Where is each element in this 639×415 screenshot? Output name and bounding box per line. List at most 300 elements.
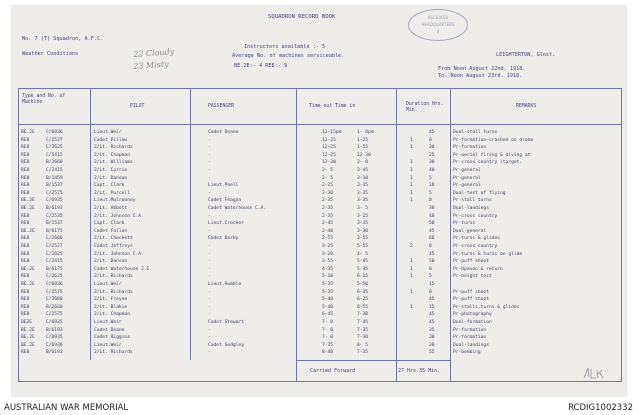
table-row	[12, 221, 626, 228]
cell-passenger: Lieut.Humble	[208, 282, 242, 287]
cell-no: C/2575	[46, 289, 63, 295]
cell-pilot: Cadet Riggins	[94, 335, 130, 341]
cell-min: 15	[429, 304, 435, 310]
cell-passenger: -	[208, 312, 211, 318]
cell-in: 12-30	[357, 152, 371, 158]
cell-pilot: 2/Lt. Richards	[94, 145, 133, 151]
stamp-text-mid: HEADQUARTERS	[421, 22, 455, 27]
cell-min: 45	[429, 320, 435, 325]
cell-no: C/2527	[46, 137, 63, 143]
cell-remarks: Pr-turns	[453, 221, 476, 227]
cell-pilot: Lieut.Weir	[94, 130, 122, 135]
cell-remarks: Pr-Upavon & return	[453, 266, 503, 272]
instructors-available: Instructors available :- 5	[244, 44, 326, 50]
cell-min: 50	[429, 221, 435, 227]
cell-type: RE8	[21, 160, 30, 166]
table-bottom-rule	[18, 381, 622, 382]
cell-remarks: Pr-general	[453, 175, 481, 181]
cell-type: RE8	[21, 137, 30, 143]
cell-in: 7-35	[357, 327, 369, 333]
cell-passenger: -	[208, 228, 211, 234]
cell-pilot: 2/Lt. Richards	[94, 289, 133, 295]
cell-min: 45	[429, 312, 435, 318]
cell-pilot: Cadet Deane	[94, 327, 125, 333]
table-row	[12, 168, 626, 175]
cell-pilot: 2/Lt. Johnson C.A.	[94, 251, 144, 257]
cell-in: 3-15	[357, 213, 369, 219]
table-header-rule	[18, 124, 622, 125]
cell-type: RE8	[21, 213, 30, 219]
cell-no: C/2625	[46, 251, 63, 257]
table-row	[12, 290, 626, 297]
cell-remarks: Dual-stall turns	[453, 130, 498, 135]
cell-type: RE8	[21, 145, 30, 151]
cell-type: BE.2E	[21, 228, 35, 234]
cell-min: 15	[429, 282, 435, 287]
cell-pilot: 2/Lt. Blakie	[94, 304, 128, 310]
cell-min: 0	[429, 266, 432, 272]
cell-type: BE.2E	[21, 266, 35, 272]
cell-in: 5-55	[357, 244, 369, 249]
cell-out: 2-35	[322, 198, 334, 204]
cell-remarks: Pr-bombing	[453, 350, 481, 356]
cell-remarks: Pr-formation	[453, 335, 487, 341]
signature-scribble	[582, 366, 606, 380]
cell-passenger: Cadet Sedgley	[208, 342, 244, 348]
cell-pilot: Capt. Clark	[94, 221, 125, 227]
cell-in: 7-45	[357, 320, 369, 325]
cell-no: C/2660	[46, 297, 63, 303]
cell-in: 8- 5	[357, 342, 369, 348]
cell-out: 5-35	[322, 282, 334, 287]
cell-out: 5-40	[322, 297, 334, 303]
cell-min: 40	[429, 168, 435, 173]
table-row	[12, 335, 626, 342]
cell-passenger: -	[208, 168, 211, 173]
cell-min: 5	[429, 175, 432, 181]
cell-passenger: -	[208, 244, 211, 249]
cell-passenger: -	[208, 327, 211, 333]
cell-passenger: -	[208, 266, 211, 272]
cell-in: 3-35	[357, 221, 369, 227]
cell-in: 3-30	[357, 228, 369, 234]
cell-hrs: 1	[410, 274, 413, 280]
carried-forward-total: 27 Hrs.35 Min.	[398, 368, 441, 374]
location: LEIGHTERTON, Glost.	[496, 52, 556, 58]
table-row	[12, 252, 626, 259]
squadron-name: No. 7 (T) Squadron, A.F.C.	[22, 36, 104, 42]
cell-hrs: 1	[410, 259, 413, 265]
stamp-text-top: RECEIVED	[427, 15, 449, 20]
cell-in: 3-45	[357, 168, 369, 173]
cell-out: 2-45	[322, 221, 334, 227]
cell-remarks: Pr-height test	[453, 274, 492, 280]
table-row	[12, 244, 626, 251]
cell-passenger: -	[208, 297, 211, 303]
cell-min: 60	[429, 236, 435, 242]
cell-type: BE.2E	[21, 327, 35, 333]
cell-passenger: -	[208, 152, 211, 158]
cell-remarks: Pr-formation	[453, 327, 487, 333]
col-header-type: Type and No. of Machine	[22, 94, 66, 105]
cell-hrs: 2	[410, 244, 413, 249]
cell-no: C/6935	[46, 320, 63, 325]
cell-no: C/2660	[46, 236, 63, 242]
cell-in: 4- 5	[357, 251, 369, 257]
col-header-passenger: PASSENGER	[208, 104, 234, 109]
cell-no: C/2575	[46, 190, 63, 196]
cell-hrs: 1	[410, 175, 413, 181]
cell-passenger: -	[208, 175, 211, 181]
cell-out: 2-35	[322, 206, 334, 211]
cell-out: 12-15pm	[322, 130, 342, 135]
table-row	[12, 297, 626, 304]
cell-no: C/2415	[46, 259, 63, 265]
cell-type: BE.2E	[21, 335, 35, 341]
cell-pilot: Lieut.Mulrooney	[94, 198, 136, 204]
cell-no: B/1537	[46, 183, 63, 189]
cell-out: 7- 0	[322, 320, 334, 325]
table-row	[12, 236, 626, 243]
cell-pilot: Cadet Fallon	[94, 228, 128, 234]
cell-min: 5	[429, 274, 432, 280]
cell-type: RE8	[21, 304, 30, 310]
cell-no: B/6193	[46, 206, 63, 211]
cell-type: RE8	[21, 297, 30, 303]
cell-pilot: 2/Lt. Purcell	[94, 190, 130, 196]
cell-passenger: -	[208, 289, 211, 295]
cell-pilot: Capt. Clark	[94, 183, 125, 189]
table-row	[12, 206, 626, 213]
table-row	[12, 130, 626, 137]
cell-remarks: Pr-formation	[453, 145, 487, 151]
table-top-rule	[18, 88, 622, 89]
cell-type: BE.2E	[21, 206, 35, 211]
cell-no: C/6936	[46, 342, 63, 348]
cell-out: 3-25	[322, 244, 334, 249]
record-book-page	[12, 6, 626, 396]
cell-type: RE8	[21, 190, 30, 196]
col-header-duration: Duration Hrs. Min.	[406, 102, 444, 113]
cell-pilot: 2/Lt. Richards	[94, 350, 133, 356]
cell-hrs: 1	[410, 137, 413, 143]
table-row	[12, 191, 626, 198]
cell-passenger: Lieut.Crocker	[208, 221, 244, 227]
cell-type: RE8	[21, 168, 30, 173]
machine-counts: BE.2E:- 4 RE8:- 9	[234, 63, 288, 69]
cell-in: 2- 0	[357, 160, 369, 166]
cell-remarks: Dual-landings	[453, 206, 489, 211]
cell-in: 7-30	[357, 312, 369, 318]
period-from: From Noon August 22nd. 1918.	[438, 66, 526, 72]
cell-in: 3-35	[357, 190, 369, 196]
cell-out: 2-25	[322, 183, 334, 189]
cell-min: 5	[429, 190, 432, 196]
table-row	[12, 320, 626, 327]
cell-in: 3-35	[357, 183, 369, 189]
carried-forward-label: Carried Forward	[310, 368, 356, 374]
cell-remarks: Dual-formation	[453, 320, 492, 325]
cell-type: RE8	[21, 251, 30, 257]
cell-no: C/6935	[46, 335, 63, 341]
cell-min: 55	[429, 350, 435, 356]
cell-pilot: 2/Lt. Danson	[94, 175, 128, 181]
cell-out: 2-35	[322, 213, 334, 219]
cell-type: RE8	[21, 236, 30, 242]
cell-hrs: 1	[410, 183, 413, 189]
cell-min: 10	[429, 183, 435, 189]
cell-no: B/1537	[46, 221, 63, 227]
cell-min: 0	[429, 198, 432, 204]
caption-bar	[0, 397, 639, 415]
cell-out: 7- 0	[322, 335, 334, 341]
table-row	[12, 176, 626, 183]
cell-in: 5-45	[357, 259, 369, 265]
cell-type: RE8	[21, 183, 30, 189]
cell-out: 5-10	[322, 274, 334, 280]
cell-pilot: 2/Lt. Danson	[94, 259, 128, 265]
cell-passenger: -	[208, 137, 211, 143]
cell-no: B/6193	[46, 327, 63, 333]
cell-pilot: Lieut.Weir	[94, 320, 122, 325]
cell-hrs: 1	[410, 304, 413, 310]
table-row	[12, 145, 626, 152]
cell-out: 12-25	[322, 152, 336, 158]
table-row	[12, 160, 626, 167]
cell-pilot: 2/Lt. Currie	[94, 168, 128, 173]
cell-no: B/6175	[46, 228, 63, 234]
cell-in: 3- 5	[357, 206, 369, 211]
cell-no: C/6936	[46, 130, 63, 135]
cell-type: RE8	[21, 350, 30, 356]
cell-min: 30	[429, 335, 435, 341]
cell-remarks: Pr-puff shoot	[453, 259, 489, 265]
cell-no: C/6936	[46, 282, 63, 287]
cell-min: 30	[429, 160, 435, 166]
cell-pilot: 2/Lt. Chapman	[94, 312, 130, 318]
cell-no: C/2625	[46, 145, 63, 151]
cell-remarks: Pr-cross country	[453, 244, 498, 249]
caption-id: RCDIG1002332	[568, 403, 633, 413]
cell-min: 25	[429, 152, 435, 158]
cell-in: 6-35	[357, 289, 369, 295]
table-row	[12, 328, 626, 335]
cell-remarks: Pr-puff shoot	[453, 289, 489, 295]
cell-remarks: Pr-aerial firing & diving at	[453, 152, 531, 158]
cell-pilot: Cadet Pillow	[94, 137, 128, 143]
cell-out: 5-35	[322, 289, 334, 295]
cell-min: 30	[429, 206, 435, 211]
cell-remarks: Pr-turns & turns on glide	[453, 251, 523, 257]
cell-out: 8-40	[322, 350, 334, 356]
cell-remarks: Pr-general	[453, 183, 481, 189]
cell-pilot: Cadet Jeffreys	[94, 244, 133, 249]
table-row	[12, 305, 626, 312]
cell-remarks: Pr-puff shoot	[453, 297, 489, 303]
cell-out: 12-30	[322, 160, 336, 166]
cell-passenger: -	[208, 190, 211, 196]
cell-no: C/5415	[46, 152, 63, 158]
cell-passenger: -	[208, 251, 211, 257]
cell-pilot: Lieut.Weir	[94, 342, 122, 348]
cell-min: 45	[429, 228, 435, 234]
cell-out: 2-55	[322, 236, 334, 242]
cell-passenger: -	[208, 274, 211, 280]
cell-pilot: 2/Lt. Freyne	[94, 297, 128, 303]
cell-out: 2- 5	[322, 168, 334, 173]
table-row	[12, 267, 626, 274]
cell-pilot: 2/Lt. Richards	[94, 274, 133, 280]
cell-pilot: 2/Lt. Checkett	[94, 236, 133, 242]
cell-out: 5-40	[322, 304, 334, 310]
cell-no: B/6175	[46, 266, 63, 272]
cell-in: 7-35	[357, 350, 369, 356]
cell-min: 45	[429, 130, 435, 135]
cell-type: RE8	[21, 244, 30, 249]
cell-out: 2-48	[322, 228, 334, 234]
cell-passenger: -	[208, 350, 211, 356]
cell-min: 0	[429, 137, 432, 143]
cell-passenger: -	[208, 213, 211, 219]
machines-serviceable: Average No. of machines serviceable.	[232, 53, 345, 59]
cell-no: B/1459	[46, 175, 63, 181]
cell-in: 3-55	[357, 236, 369, 242]
cell-type: RE8	[21, 312, 30, 318]
cell-passenger: -	[208, 160, 211, 166]
cell-out: 7- 0	[322, 327, 334, 333]
cell-in: 1-25	[357, 137, 369, 143]
cell-type: BE.2E	[21, 342, 35, 348]
cell-passenger: -	[208, 259, 211, 265]
cell-no: C/6935	[46, 198, 63, 204]
cell-type: RE8	[21, 259, 30, 265]
cell-remarks: Pr-stall turns	[453, 198, 492, 204]
cell-pilot: Lieut.Weir	[94, 282, 122, 287]
page-title: SQUADRON RECORD BOOK	[268, 14, 336, 20]
table-row	[12, 214, 626, 221]
cell-passenger: -	[208, 304, 211, 310]
cell-type: BE2E	[21, 320, 33, 325]
table-row	[12, 183, 626, 190]
cell-type: BE.2E	[21, 130, 35, 135]
cell-min: 30	[429, 342, 435, 348]
cell-no: B/2660	[46, 304, 63, 310]
cell-remarks: Pr-general	[453, 168, 481, 173]
weather-label: Weather Conditions	[22, 51, 79, 57]
cell-out: 2-30	[322, 190, 334, 196]
col-header-remarks: REMARKS	[516, 104, 537, 109]
cell-in: 6-55	[357, 304, 369, 310]
weather-note-2: 23 Misty	[133, 59, 169, 71]
cell-type: RE8	[21, 289, 30, 295]
cell-passenger: Lieut.Poell	[208, 183, 239, 189]
period-to: To. Noon August 23rd. 1918.	[438, 73, 523, 79]
cell-passenger: Cadet Waterhouse C.A.	[208, 206, 267, 211]
col-header-time: Time out Time in	[309, 104, 356, 109]
cell-hrs: 1	[410, 289, 413, 295]
cell-in: 6-15	[357, 274, 369, 280]
cell-remarks: Pr-formation-crashed on drome	[453, 137, 534, 143]
cell-no: C/2535	[46, 213, 63, 219]
cell-remarks: Dual-general	[453, 228, 487, 234]
cell-pilot: 2/Lt. Abbott	[94, 206, 128, 211]
cell-min: 30	[429, 145, 435, 151]
cell-in: 1- 0pm	[357, 130, 374, 135]
cell-type: RE8	[21, 175, 30, 181]
cell-out: 12-25	[322, 137, 336, 143]
cell-no: C/2415	[46, 168, 63, 173]
cell-pilot: Cadet Waterhouse J.E.	[94, 266, 153, 272]
footer-rule	[296, 360, 450, 361]
cell-min: 45	[429, 297, 435, 303]
table-row	[12, 312, 626, 319]
cell-hrs: 1	[410, 145, 413, 151]
table-row	[12, 274, 626, 281]
cell-in: 3-35	[357, 198, 369, 204]
table-row	[12, 198, 626, 205]
cell-passenger: Cadet Feagan	[208, 198, 242, 204]
cell-in: 1-55	[357, 145, 369, 151]
cell-type: RE8	[21, 274, 30, 280]
cell-out: 4-35	[322, 266, 334, 272]
cell-in: 5-50	[357, 282, 369, 287]
cell-hrs: 1	[410, 190, 413, 196]
cell-remarks: Pr-turns & glides	[453, 236, 501, 242]
cell-in: 6-25	[357, 297, 369, 303]
cell-type: BE.2E	[21, 282, 35, 287]
cell-remarks: Pr-photography	[453, 312, 492, 318]
caption-source: AUSTRALIAN WAR MEMORIAL	[4, 403, 129, 413]
cell-no: C/2527	[46, 244, 63, 249]
cell-in: 5-35	[357, 266, 369, 272]
cell-in: 3-10	[357, 175, 369, 181]
cell-hrs: 1	[410, 160, 413, 166]
cell-min: 0	[429, 244, 432, 249]
received-stamp	[408, 9, 468, 41]
cell-out: 7-35	[322, 342, 334, 348]
cell-min: 50	[429, 259, 435, 265]
cell-remarks: Dual-test of flying	[453, 190, 506, 196]
stamp-text-bottom: 8	[436, 29, 440, 34]
cell-remarks: Pr-cross country (target.	[453, 160, 523, 166]
table-row	[12, 350, 626, 357]
table-row	[12, 153, 626, 160]
cell-min: 0	[429, 289, 432, 295]
cell-passenger: Cadet Darby	[208, 236, 239, 242]
table-row	[12, 282, 626, 289]
table-row	[12, 259, 626, 266]
cell-min: 35	[429, 327, 435, 333]
cell-out: 3-20	[322, 251, 334, 257]
table-row	[12, 138, 626, 145]
cell-remarks: Pr-stalls,turns & glides	[453, 304, 520, 310]
table-row	[12, 229, 626, 236]
cell-pilot: 2/Lt. Williams	[94, 160, 133, 166]
cell-out: 2- 5	[322, 175, 334, 181]
cell-pilot: 2/Lt. Chapman	[94, 152, 130, 158]
cell-hrs: 1	[410, 198, 413, 204]
cell-hrs: 1	[410, 168, 413, 173]
cell-type: BE.2E	[21, 198, 35, 204]
cell-min: 40	[429, 213, 435, 219]
cell-min: 45	[429, 251, 435, 257]
table-row	[12, 343, 626, 350]
cell-no: B/6193	[46, 350, 63, 356]
cell-out: 12-25	[322, 145, 336, 151]
cell-out: 6-45	[322, 312, 334, 318]
cell-in: 7-30	[357, 335, 369, 341]
cell-pilot: 2/Lt. Johnson C.A.	[94, 213, 144, 219]
